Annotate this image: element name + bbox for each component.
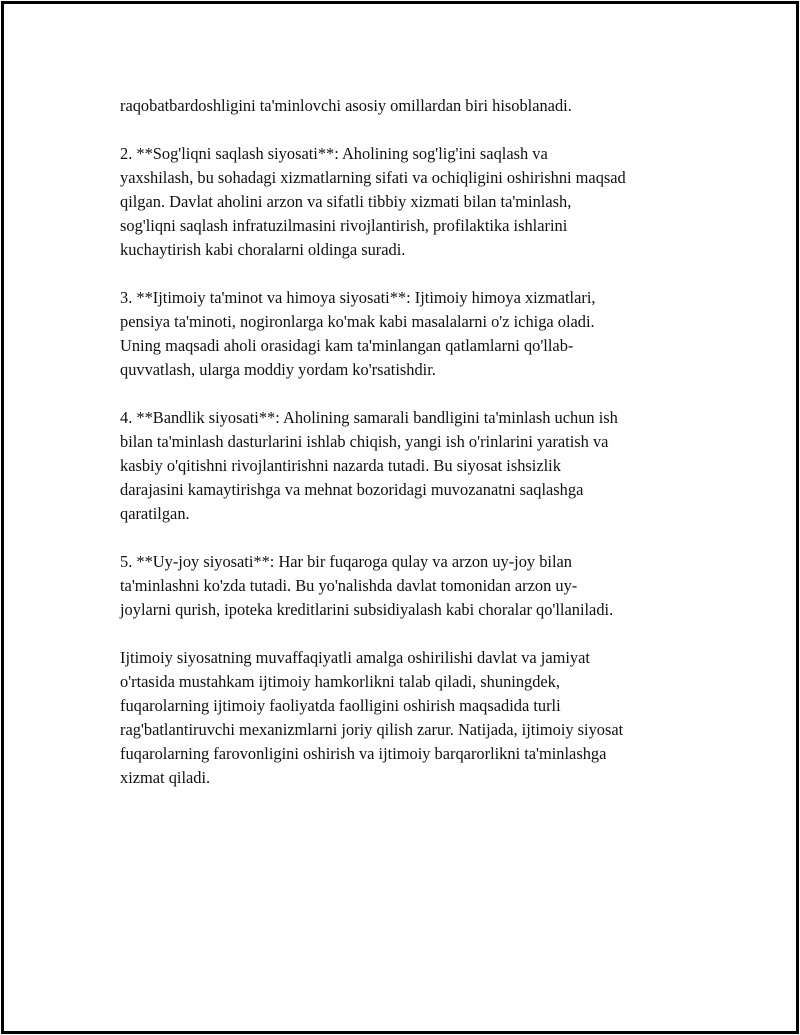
paragraph-employment-policy: 4. **Bandlik siyosati**: Aholining samarali bandligini ta'minlash uchun ish bilan ta'minlash dasturlarini ishlab chiqish, yangi ish o'rinlarini yaratish va kasbiy o'qitishni rivojlantirishni nazarda tutadi. Bu siyosat ishsizlik darajasini kamaytirishga va mehnat bozoridagi muvozanatni saqlashga qaratilgan. [120,408,618,523]
paragraph-continuation: raqobatbardoshligini ta'minlovchi asosiy omillardan biri hisoblanadi. [120,96,572,115]
document-body [120,94,700,814]
paragraph-conclusion: Ijtimoiy siyosatning muvaffaqiyatli amalga oshirilishi davlat va jamiyat o'rtasida mustahkam ijtimoiy hamkorlikni talab qiladi, shuningdek, fuqarolarning ijtimoiy faoliyatda faolligini oshirish maqsadida turli rag'batlantiruvchi mexanizmlarni joriy qilish zarur. Natijada, ijtimoiy siyosat fuqarolarning farovonligini oshirish va ijtimoiy barqarorlikni ta'minlashga xizmat qiladi. [120,648,624,787]
paragraph-housing-policy: 5. **Uy-joy siyosati**: Har bir fuqaroga qulay va arzon uy-joy bilan ta'minlashni ko'zda tutadi. Bu yo'nalishda davlat tomonidan arzon uy- joylarni qurish, ipoteka kreditlarini subsidiyalash kabi choralar qo'llaniladi. [120,552,614,619]
document-page [1,1,799,1034]
paragraph-health-policy: 2. **Sog'liqni saqlash siyosati**: Aholining sog'lig'ini saqlash va yaxshilash, bu sohadagi xizmatlarning sifati va ochiqligini oshirishni maqsad qilgan. Davlat aholini arzon va sifatli tibbiy xizmati bilan ta'minlash, sog'liqni saqlash infratuzilmasini rivojlantirish, profilaktika ishlarini kuchaytirish kabi choralarni oldinga suradi. [120,144,626,259]
paragraph-social-security-policy: 3. **Ijtimoiy ta'minot va himoya siyosati**: Ijtimoiy himoya xizmatlari, pensiya ta'minoti, nogironlarga ko'mak kabi masalalarni o'z ichiga oladi. Uning maqsadi aholi orasidagi kam ta'minlangan qatlamlarni qo'llab- quvvatlash, ularga moddiy yordam ko'rsatishdir. [120,288,596,379]
